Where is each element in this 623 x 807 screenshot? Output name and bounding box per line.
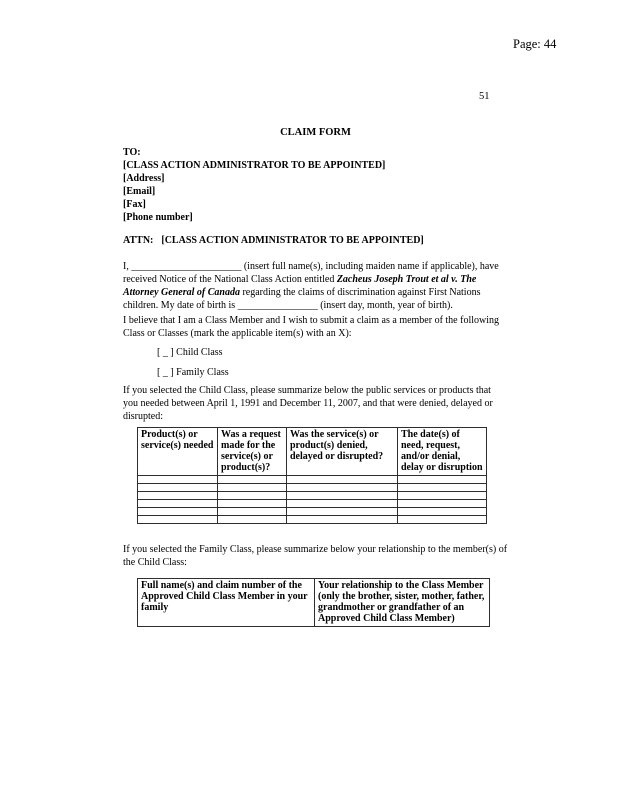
child-table-empty-row (138, 484, 487, 492)
child-table-empty-cell (138, 516, 218, 524)
child-table-empty-row (138, 476, 487, 484)
child-table-empty-cell (398, 492, 487, 500)
address-line-administrator: [CLASS ACTION ADMINISTRATOR TO BE APPOINTED] (123, 160, 386, 171)
class-option-family: [ _ ] Family Class (157, 367, 229, 378)
family-table-header-name: Full name(s) and claim number of the Approved Child Class Member in your family (138, 579, 315, 627)
address-line-phone: [Phone number] (123, 212, 193, 223)
child-table-empty-cell (398, 516, 487, 524)
attn-line (123, 234, 523, 247)
address-line-email: [Email] (123, 186, 156, 197)
child-class-prompt: If you selected the Child Class, please summarize below the public services or products that you needed between April 1, 1991 and December 11, 2007, and that were denied, delayed or disrupted: (123, 385, 493, 422)
child-table-empty-cell (287, 500, 398, 508)
form-title: CLAIM FORM (280, 127, 351, 138)
child-table-empty-row (138, 516, 487, 524)
child-table-empty-cell (398, 500, 487, 508)
child-table-header-dates: The date(s) of need, request, and/or denial, delay or disruption (398, 428, 487, 476)
child-table-empty-cell (287, 484, 398, 492)
child-table-empty-cell (287, 516, 398, 524)
address-block (123, 146, 523, 224)
family-table-header-relationship: Your relationship to the Class Member (only the brother, sister, mother, father, grandmother or grandfather of an Approved Child Class Member) (315, 579, 490, 627)
child-table-header-denied: Was the service(s) or product(s) denied, delayed or disrupted? (287, 428, 398, 476)
child-table-empty-cell (287, 508, 398, 516)
intro-after-case: regarding the claims of discrimination against First Nations children. My date of birth is ________________ (insert day, month, year of birth). (123, 287, 481, 311)
child-table-empty-cell (218, 516, 287, 524)
child-class-table-body (138, 476, 487, 524)
child-table-empty-cell (138, 508, 218, 516)
page-header-label: Page: 44 (513, 37, 557, 51)
child-table-empty-cell (398, 484, 487, 492)
intro-paragraph (123, 260, 508, 312)
attn-value: [CLASS ACTION ADMINISTRATOR TO BE APPOINTED] (161, 235, 424, 246)
child-table-empty-cell (218, 484, 287, 492)
family-class-table-header-row (138, 579, 490, 627)
child-class-table (137, 427, 487, 524)
child-table-empty-cell (398, 476, 487, 484)
address-line-to: TO: (123, 147, 141, 158)
class-option-child: [ _ ] Child Class (157, 347, 223, 358)
child-table-header-product: Product(s) or service(s) needed (138, 428, 218, 476)
child-table-empty-cell (218, 508, 287, 516)
child-table-empty-cell (138, 492, 218, 500)
intro-before-case: I, ______________________ (insert full name(s), including maiden name if applicable), have received Notice of the National Class Action entitled (123, 261, 499, 285)
child-table-empty-cell (287, 476, 398, 484)
page-number: 51 (479, 91, 490, 102)
child-table-empty-cell (218, 492, 287, 500)
family-class-table (137, 578, 490, 627)
child-table-empty-row (138, 492, 487, 500)
child-table-empty-row (138, 508, 487, 516)
family-class-prompt: If you selected the Family Class, please summarize below your relationship to the member(s) of the Child Class: (123, 544, 508, 568)
child-table-empty-cell (138, 484, 218, 492)
membership-paragraph: I believe that I am a Class Member and I wish to submit a claim as a member of the following Class or Classes (mark the applicable item(s) with an X): (123, 315, 500, 339)
child-class-table-header-row (138, 428, 487, 476)
case-name: Zacheus Joseph Trout et al v. The Attorney General of Canada (123, 274, 477, 298)
child-table-empty-cell (218, 500, 287, 508)
attn-label: ATTN: (123, 235, 154, 246)
child-table-empty-cell (218, 476, 287, 484)
address-line-fax: [Fax] (123, 199, 146, 210)
child-table-empty-cell (138, 500, 218, 508)
address-line-address: [Address] (123, 173, 165, 184)
child-table-empty-cell (138, 476, 218, 484)
child-table-header-request: Was a request made for the service(s) or product(s)? (218, 428, 287, 476)
child-table-empty-cell (398, 508, 487, 516)
child-table-empty-cell (287, 492, 398, 500)
child-table-empty-row (138, 500, 487, 508)
